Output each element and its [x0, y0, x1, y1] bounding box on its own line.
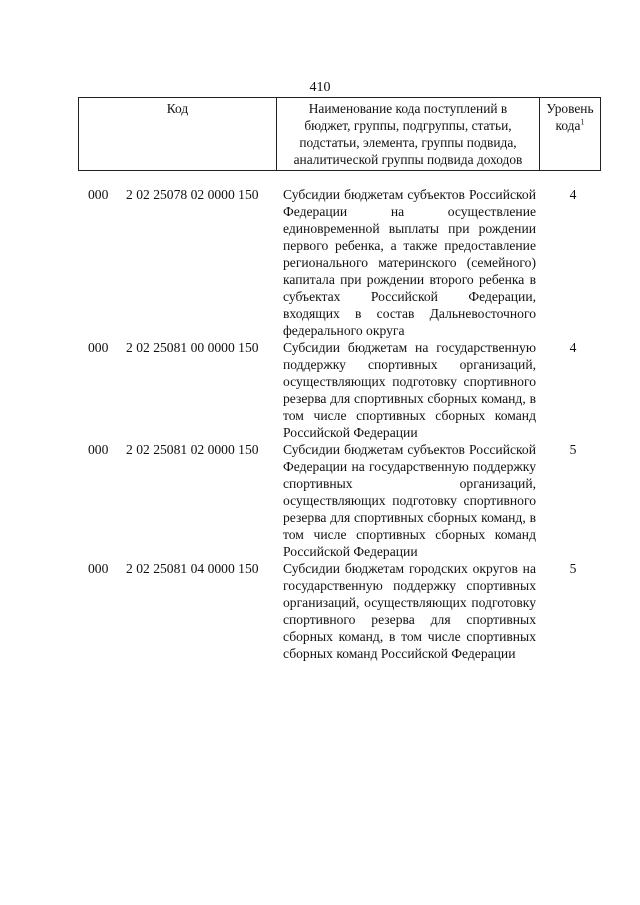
- table-header: [78, 97, 601, 171]
- header-name-line: аналитической группы подвида доходов: [293, 152, 523, 167]
- admin-code: 000: [88, 187, 109, 202]
- header-level-line1: Уровень: [546, 101, 594, 116]
- code-level: 5: [569, 561, 577, 576]
- header-code-label: Код: [166, 101, 189, 116]
- header-level-line2: [543, 117, 597, 134]
- footnote-marker: 1: [580, 117, 585, 127]
- code-level: 4: [569, 340, 577, 355]
- admin-code: 000: [88, 561, 109, 576]
- table-row: [0, 339, 640, 441]
- revenue-code: 2 02 25078 02 0000 150: [126, 187, 259, 202]
- header-level: [540, 98, 601, 171]
- admin-code: 000: [88, 340, 109, 355]
- revenue-code: 2 02 25081 00 0000 150: [126, 340, 259, 355]
- header-level-label: кода: [555, 118, 581, 133]
- code-level: 5: [569, 442, 577, 457]
- table-row: [0, 441, 640, 560]
- code-name: Субсидии бюджетам субъектов Российской Федерации на осуществление единовременной выплаты при рождении первого ребенка, а также предоставление регионального материнского (семейного) капитала при рождении второго ребенка в субъектах Российской Федерации, входящих в состав Дальневосточного федерального округа: [283, 187, 536, 338]
- header-name-line: подстатьи, элемента, группы подвида,: [299, 135, 517, 150]
- page-number: 410: [309, 80, 331, 95]
- admin-code: 000: [88, 442, 109, 457]
- table-body: [0, 186, 640, 662]
- code-level: 4: [569, 187, 577, 202]
- code-name: Субсидии бюджетам субъектов Российской Федерации на государственную поддержку спортивных организаций, осуществляющих подготовку спортивного резерва для спортивных сборных команд, в том числе спортивных сборных команд Российской Федерации: [283, 442, 536, 559]
- code-name: Субсидии бюджетам городских округов на государственную поддержку спортивных организаций, осуществляющих подготовку спортивного резерва для спортивных сборных команд, в том числе спортивных сборных команд Российской Федерации: [283, 561, 536, 661]
- revenue-code: 2 02 25081 04 0000 150: [126, 561, 259, 576]
- code-name: Субсидии бюджетам на государственную поддержку спортивных организаций, осуществляющих подготовку спортивного резерва для спортивных сборных команд, в том числе спортивных сборных команд Российской Федерации: [283, 340, 536, 440]
- revenue-code: 2 02 25081 02 0000 150: [126, 442, 259, 457]
- header-code: [79, 98, 277, 171]
- table-row: [0, 186, 640, 339]
- header-name: [277, 98, 540, 171]
- header-name-line: бюджет, группы, подгруппы, статьи,: [304, 118, 512, 133]
- table-row: [0, 560, 640, 662]
- header-name-line: Наименование кода поступлений в: [308, 101, 508, 116]
